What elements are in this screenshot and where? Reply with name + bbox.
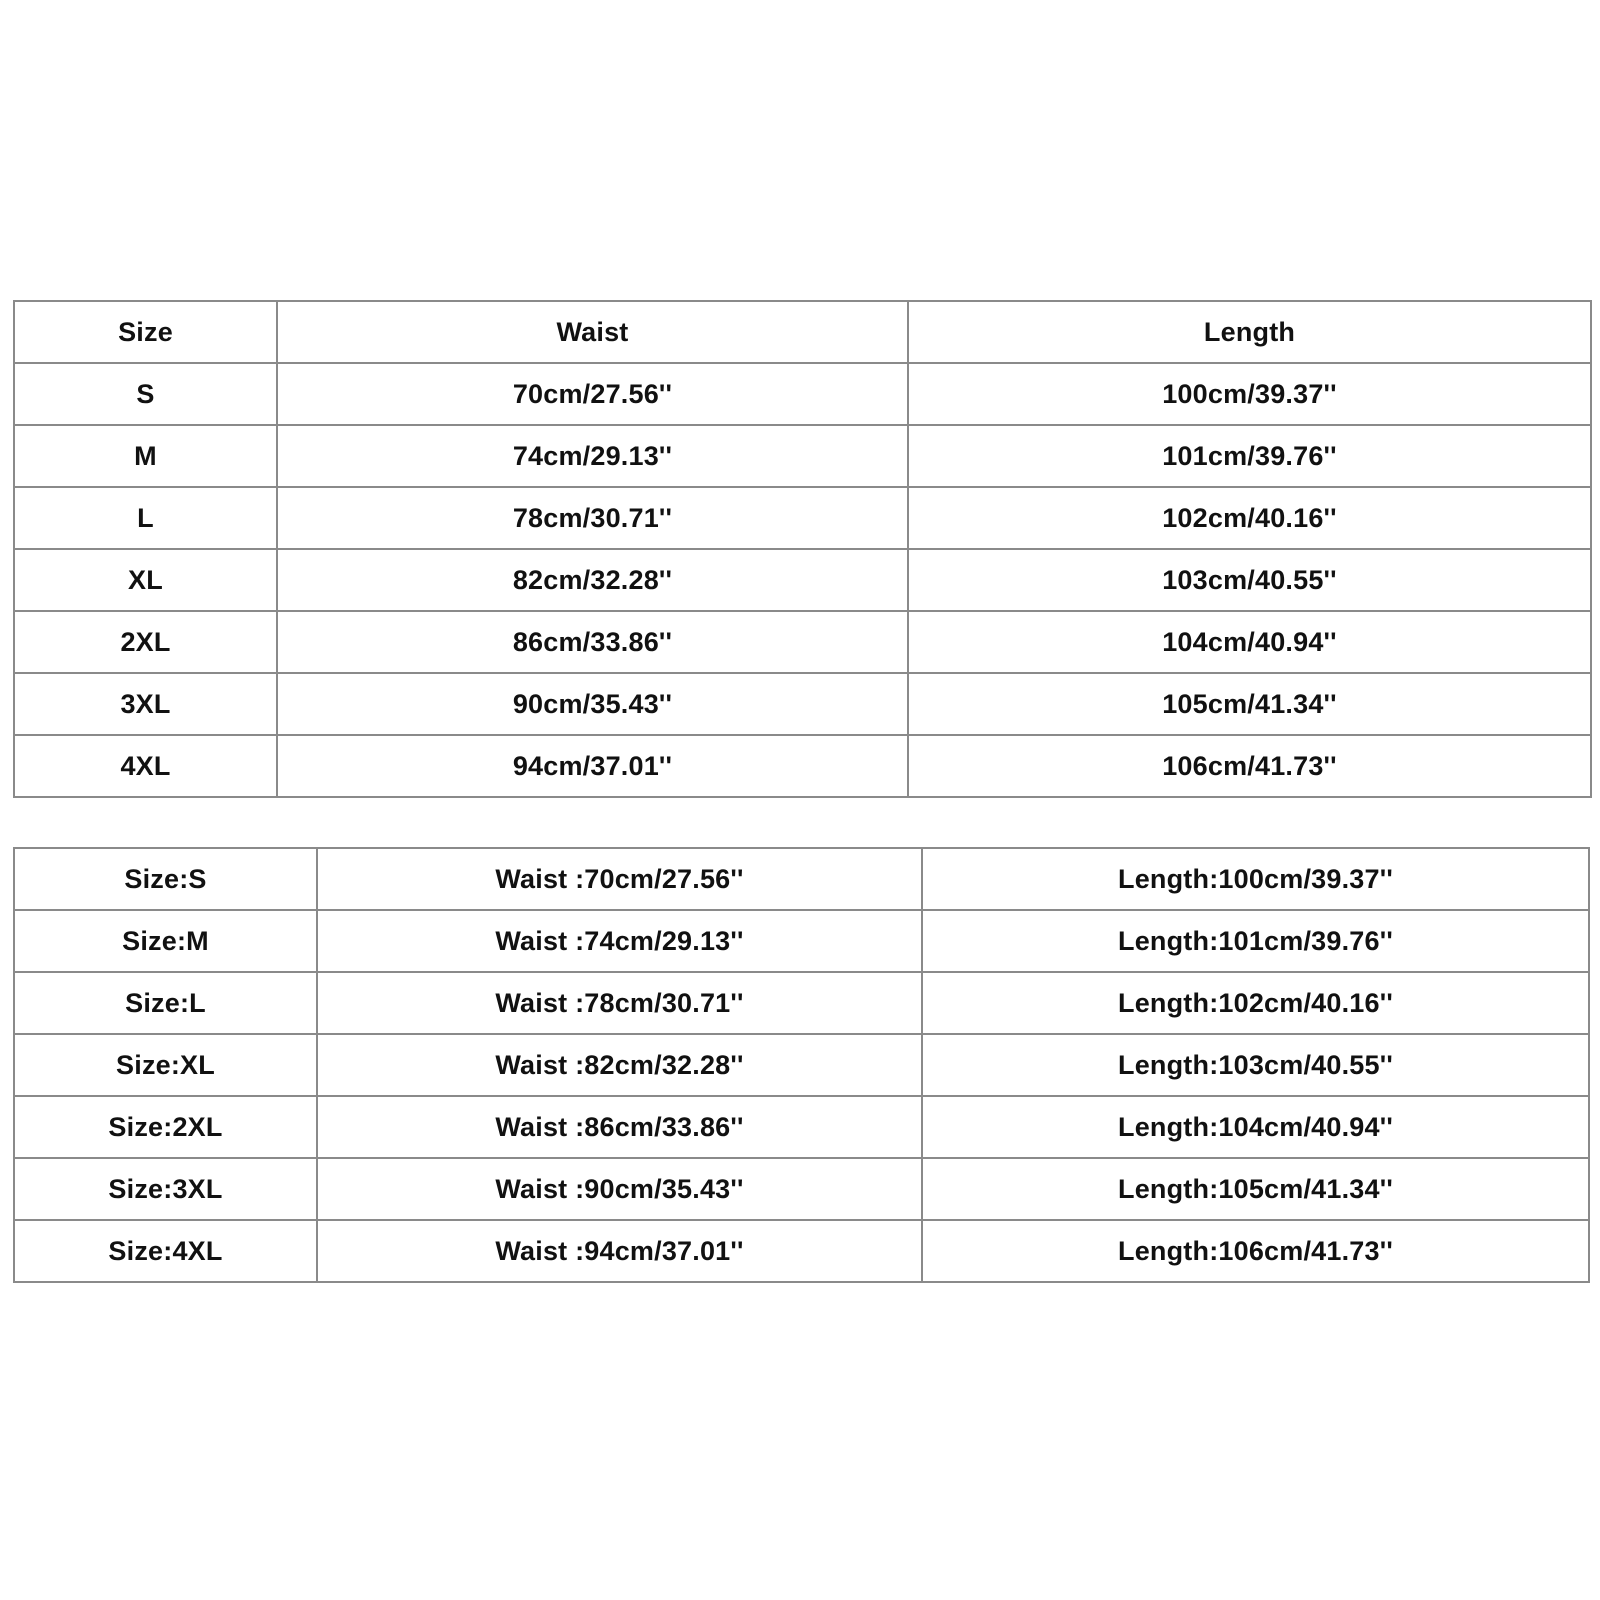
table-row <box>14 425 1591 487</box>
length-cell: 101cm/39.76'' <box>908 425 1591 487</box>
size-cell: 3XL <box>14 673 277 735</box>
size-cell: Size:M <box>14 910 317 972</box>
table-row <box>14 1220 1589 1282</box>
header-cell-waist: Waist <box>277 301 908 363</box>
table-row <box>14 673 1591 735</box>
waist-cell: Waist :94cm/37.01'' <box>317 1220 922 1282</box>
waist-cell: 78cm/30.71'' <box>277 487 908 549</box>
waist-cell: 86cm/33.86'' <box>277 611 908 673</box>
header-cell-size: Size <box>14 301 277 363</box>
length-cell: 103cm/40.55'' <box>908 549 1591 611</box>
length-cell: Length:102cm/40.16'' <box>922 972 1589 1034</box>
size-cell: Size:L <box>14 972 317 1034</box>
table-row <box>14 363 1591 425</box>
length-cell: 105cm/41.34'' <box>908 673 1591 735</box>
length-cell: Length:103cm/40.55'' <box>922 1034 1589 1096</box>
table-row <box>14 848 1589 910</box>
waist-cell: 90cm/35.43'' <box>277 673 908 735</box>
length-cell: 104cm/40.94'' <box>908 611 1591 673</box>
length-cell: Length:101cm/39.76'' <box>922 910 1589 972</box>
waist-cell: 70cm/27.56'' <box>277 363 908 425</box>
size-cell: L <box>14 487 277 549</box>
size-cell: XL <box>14 549 277 611</box>
size-chart-table-labeled-format <box>13 847 1590 1283</box>
length-cell: Length:106cm/41.73'' <box>922 1220 1589 1282</box>
waist-cell: 74cm/29.13'' <box>277 425 908 487</box>
length-cell: Length:104cm/40.94'' <box>922 1096 1589 1158</box>
length-cell: Length:100cm/39.37'' <box>922 848 1589 910</box>
waist-cell: Waist :86cm/33.86'' <box>317 1096 922 1158</box>
table-row <box>14 549 1591 611</box>
size-cell: Size:XL <box>14 1034 317 1096</box>
table-row <box>14 1096 1589 1158</box>
length-cell: Length:105cm/41.34'' <box>922 1158 1589 1220</box>
waist-cell: Waist :70cm/27.56'' <box>317 848 922 910</box>
waist-cell: Waist :82cm/32.28'' <box>317 1034 922 1096</box>
size-cell: Size:3XL <box>14 1158 317 1220</box>
waist-cell: Waist :74cm/29.13'' <box>317 910 922 972</box>
size-chart-table-header-format <box>13 300 1592 798</box>
header-cell-length: Length <box>908 301 1591 363</box>
size-cell: Size:4XL <box>14 1220 317 1282</box>
waist-cell: 94cm/37.01'' <box>277 735 908 797</box>
size-cell: Size:2XL <box>14 1096 317 1158</box>
waist-cell: 82cm/32.28'' <box>277 549 908 611</box>
waist-cell: Waist :90cm/35.43'' <box>317 1158 922 1220</box>
table-row <box>14 487 1591 549</box>
size-cell: 2XL <box>14 611 277 673</box>
length-cell: 102cm/40.16'' <box>908 487 1591 549</box>
table-row <box>14 910 1589 972</box>
table-row <box>14 972 1589 1034</box>
size-cell: M <box>14 425 277 487</box>
size-cell: Size:S <box>14 848 317 910</box>
table-row <box>14 611 1591 673</box>
waist-cell: Waist :78cm/30.71'' <box>317 972 922 1034</box>
size-cell: S <box>14 363 277 425</box>
table-row <box>14 1158 1589 1220</box>
table-row <box>14 1034 1589 1096</box>
table-header-row <box>14 301 1591 363</box>
table-row <box>14 735 1591 797</box>
length-cell: 100cm/39.37'' <box>908 363 1591 425</box>
length-cell: 106cm/41.73'' <box>908 735 1591 797</box>
size-cell: 4XL <box>14 735 277 797</box>
